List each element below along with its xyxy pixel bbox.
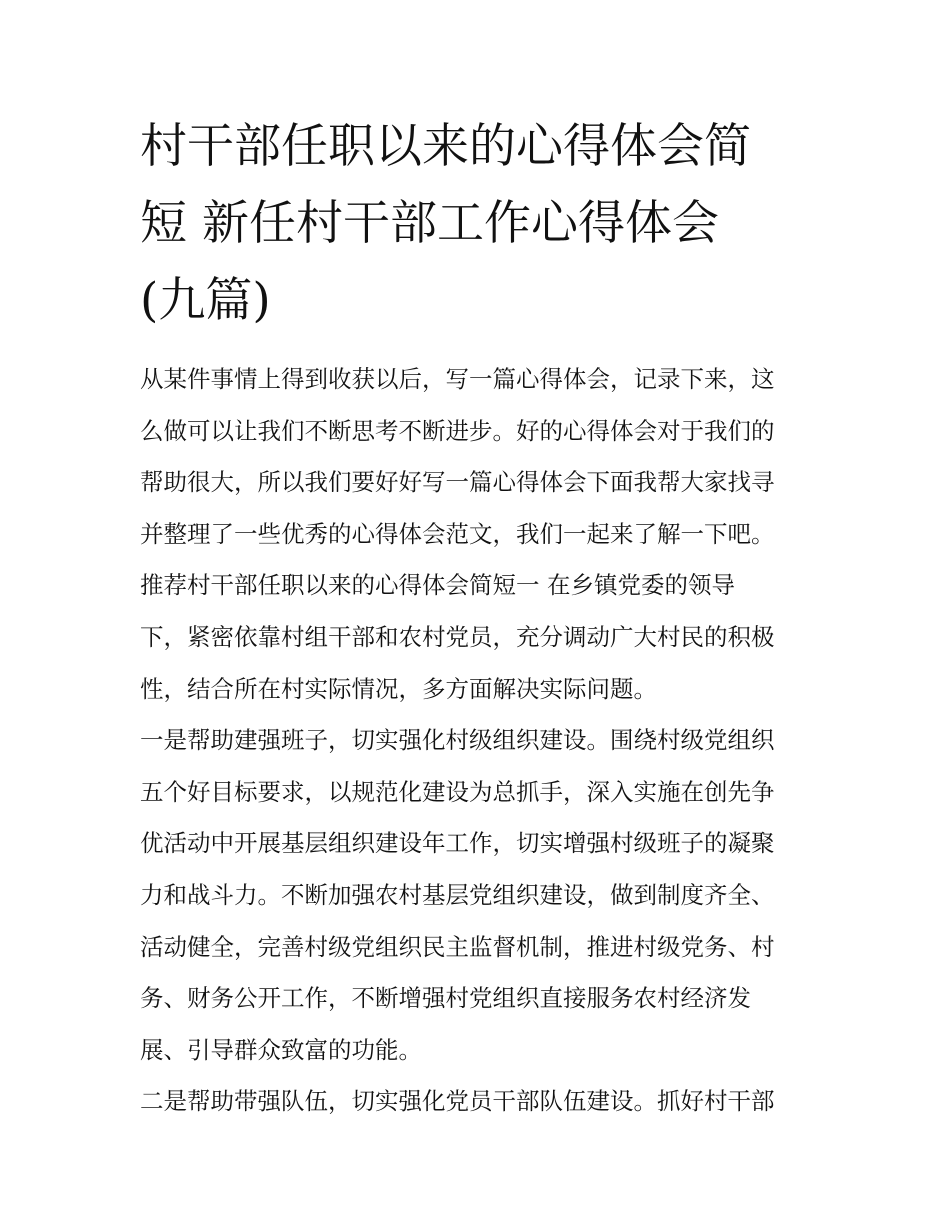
title-line-3: (九篇) <box>140 273 271 328</box>
body-line: 力和战斗力。不断加强农村基层党组织建设，做到制度齐全、 <box>140 880 775 909</box>
body-line: 么做可以让我们不断思考不断进步。好的心得体会对于我们的 <box>140 416 775 445</box>
body-line: 并整理了一些优秀的心得体会范文，我们一起来了解一下吧。 <box>140 519 775 548</box>
body-line: 优活动中开展基层组织建设年工作，切实增强村级班子的凝聚 <box>140 829 775 858</box>
body-line: 活动健全，完善村级党组织民主监督机制，推进村级党务、村 <box>140 932 775 961</box>
body-line: 展、引导群众致富的功能。 <box>140 1035 422 1064</box>
body-line: 一是帮助建强班子，切实强化村级组织建设。围绕村级党组织 <box>140 726 775 755</box>
title-line-1: 村干部任职以来的心得体会简 <box>140 119 751 174</box>
body-line: 性，结合所在村实际情况，多方面解决实际问题。 <box>140 674 657 703</box>
body-line: 五个好目标要求，以规范化建设为总抓手，深入实施在创先争 <box>140 777 775 806</box>
body-line: 务、财务公开工作，不断增强村党组织直接服务农村经济发 <box>140 984 751 1013</box>
document-body <box>140 354 820 1128</box>
body-line: 推荐村干部任职以来的心得体会简短一 在乡镇党委的领导 <box>140 571 735 600</box>
body-line: 下，紧密依靠村组干部和农村党员，充分调动广大村民的积极 <box>140 622 775 651</box>
document-title <box>140 108 820 339</box>
body-line: 二是帮助带强队伍，切实强化党员干部队伍建设。抓好村干部 <box>140 1087 775 1116</box>
body-line: 从某件事情上得到收获以后，写一篇心得体会，记录下来，这 <box>140 365 775 393</box>
body-line: 帮助很大，所以我们要好好写一篇心得体会下面我帮大家找寻 <box>140 468 775 497</box>
title-line-2: 短 新任村干部工作心得体会 <box>140 196 719 251</box>
